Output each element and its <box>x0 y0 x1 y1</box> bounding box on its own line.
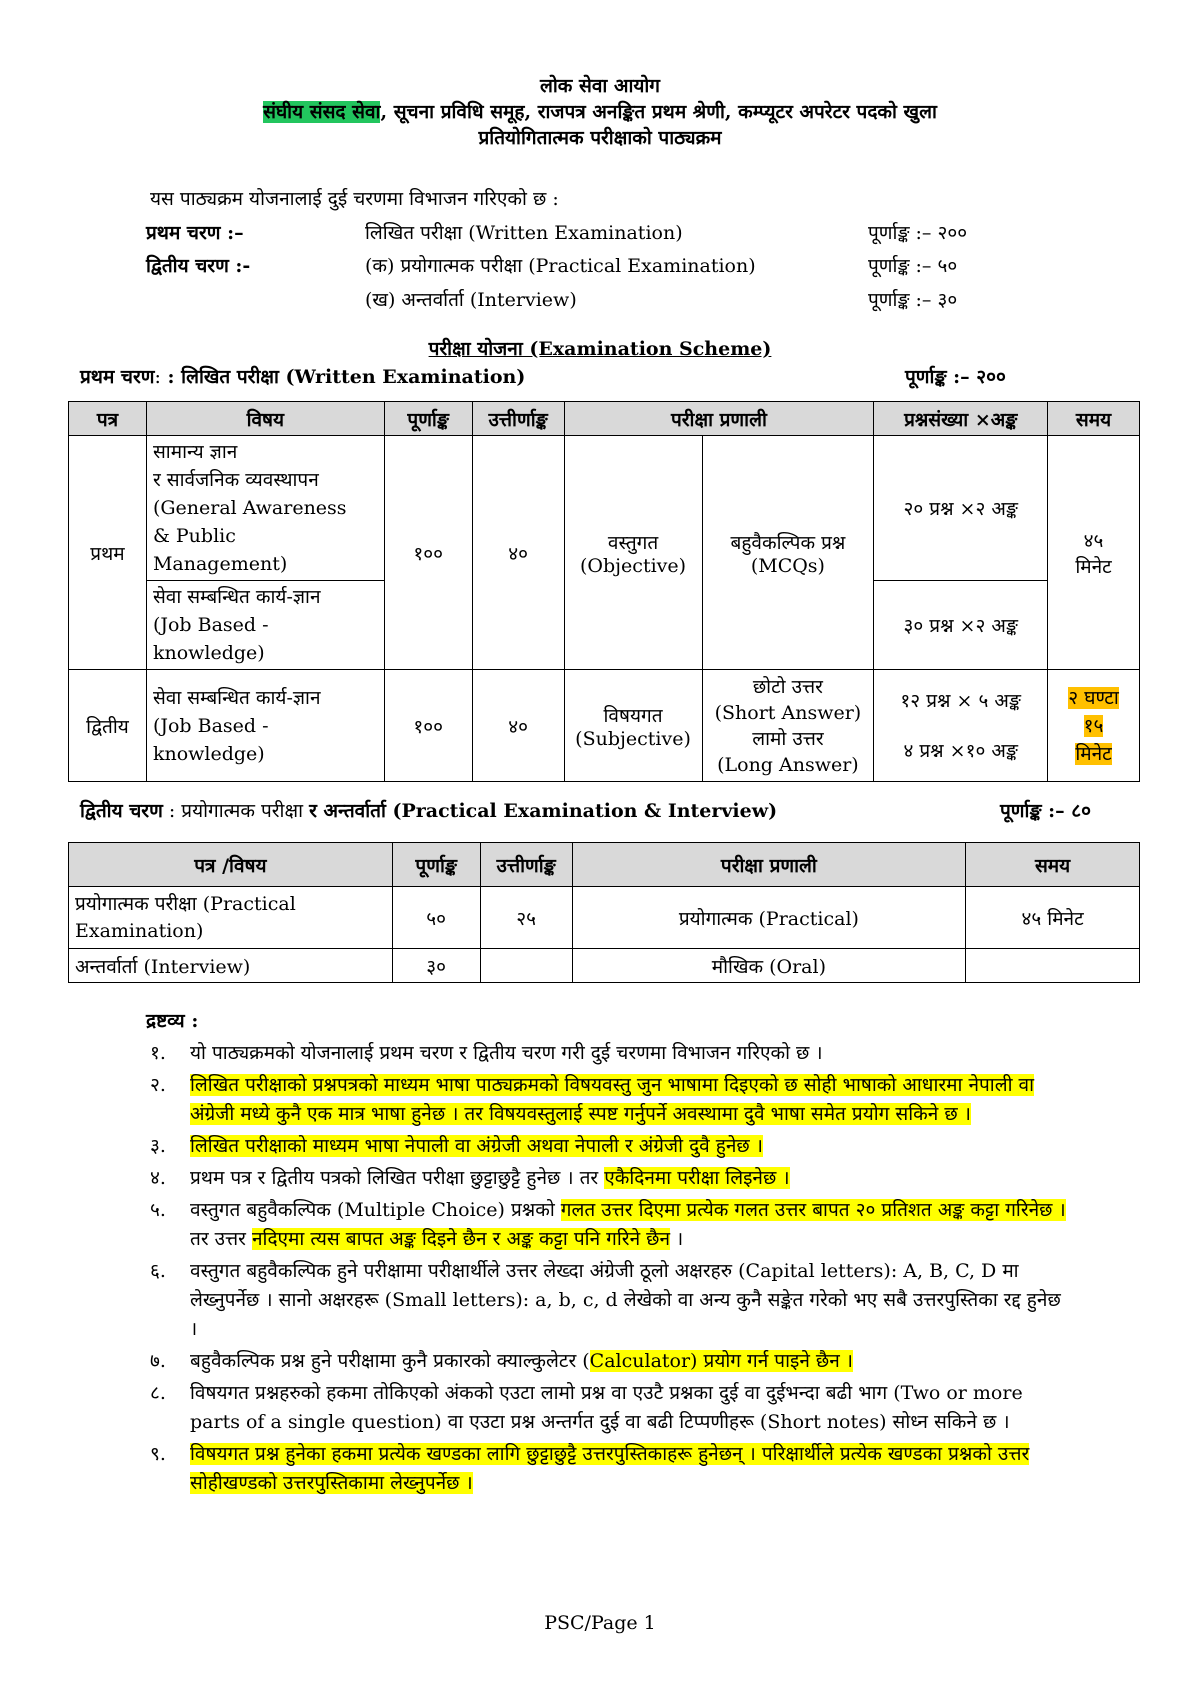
table-row <box>69 949 1140 983</box>
first-phase-heading: प्रथम चरण: : लिखित परीक्षा (Written Examination) <box>80 366 526 388</box>
paper-1-questions-a: २० प्रश्न ×२ अङ्क <box>874 436 1048 581</box>
note-item <box>150 1440 1070 1498</box>
note-item <box>150 1039 1070 1068</box>
note-highlight: गलत उत्तर दिएमा प्रत्येक गलत उत्तर बापत २० प्रतिशत अङ्क कट्टा गरिनेछ । <box>560 1199 1066 1221</box>
page-footer: PSC/Page 1 <box>544 1612 656 1634</box>
note-text <box>190 1132 1070 1161</box>
note-number: ६. <box>150 1260 166 1282</box>
scheme-title: परीक्षा योजना (Examination Scheme) <box>428 338 772 360</box>
paper-2-time <box>1048 670 1140 782</box>
header-line-2-rest: , सूचना प्रविधि समूह, राजपत्र अनङ्कित प्रथम श्रेणी, कम्प्यूटर अपरेटर पदको खुला <box>380 101 937 123</box>
paper-1-subject-b: सेवा सम्बन्धित कार्य-ज्ञान (Job Based - knowledge) <box>146 581 384 670</box>
note-text <box>190 1257 1070 1344</box>
note-plain: प्रथम पत्र र द्वितीय पत्रको लिखित परीक्षा छुट्टाछुट्टै हुनेछ । तर <box>190 1167 605 1189</box>
phase-1-label: प्रथम चरण :– <box>146 222 244 244</box>
t2-r1-subject: प्रयोगात्मक परीक्षा (Practical Examination) <box>69 887 393 949</box>
note-number: ५. <box>150 1199 166 1221</box>
note-plain: विषयगत प्रश्नहरुको हकमा तोकिएको अंकको एउटा लामो प्रश्न वा एउटै प्रश्नका दुई वा दुईभन्दा बढी भाग (Two or more parts of a single question) वा एउटा प्रश्न अन्तर्गत दुई वा बढी टिप्पणीहरू (Short notes) सोध्न सकिने छ । <box>190 1382 1023 1433</box>
t2-col-pass: उत्तीर्णाङ्क <box>480 843 572 887</box>
note-number: ९. <box>150 1443 166 1465</box>
paper-2-questions-b: ४ प्रश्न ×१० अङ्क <box>903 739 1018 762</box>
note-item <box>150 1132 1070 1161</box>
phase-3-desc: (ख) अन्तर्वार्ता (Interview) <box>365 289 577 311</box>
written-exam-table <box>68 401 1140 782</box>
note-highlight: Calculator) प्रयोग गर्न पाइने छैन । <box>589 1350 854 1372</box>
note-plain: वस्तुगत बहुवैकल्पिक (Multiple Choice) प्रश्नको <box>190 1199 561 1221</box>
col-paper: पत्र <box>69 402 147 436</box>
note-highlight: नदिएमा त्यस बापत अङ्क दिइने छैन र अङ्क कट्टा पनि गरिने छैन <box>252 1228 671 1250</box>
paper-1-pass: ४० <box>472 436 564 670</box>
paper-2-time-line-2: १५ <box>1083 714 1104 737</box>
paper-2-name: द्वितीय <box>69 670 147 782</box>
paper-1-name: प्रथम <box>69 436 147 670</box>
col-questions: प्रश्नसंख्या ×अङ्क <box>874 402 1048 436</box>
note-number: ८. <box>150 1382 166 1404</box>
note-item <box>150 1347 1070 1376</box>
note-plain: वस्तुगत बहुवैकल्पिक हुने परीक्षामा परीक्षार्थीले उत्तर लेख्दा अंग्रेजी ठूलो अक्षरहरु (Capital letters): A, B, C, D मा लेख्नुपर्नेछ । सानो अक्षरहरू (Small letters): a, b, c, d लेखेको वा अन्य कुनै सङ्केत गरेको भए सबै उत्तरपुस्तिका रद्द हुनेछ । <box>190 1260 1061 1340</box>
phase-1-marks: पूर्णाङ्क :– २०० <box>868 222 968 244</box>
paper-2-questions-a: १२ प्रश्न × ५ अङ्क <box>900 689 1021 712</box>
header-line-1: लोक सेवा आयोग <box>539 75 660 97</box>
t2-col-method: परीक्षा प्रणाली <box>572 843 966 887</box>
paper-2-subject: सेवा सम्बन्धित कार्य-ज्ञान (Job Based - knowledge) <box>146 670 384 782</box>
t2-r2-method: मौखिक (Oral) <box>572 949 966 983</box>
paper-1-method: वस्तुगत (Objective) <box>564 436 702 670</box>
note-text <box>190 1440 1070 1498</box>
note-text <box>190 1347 1070 1376</box>
note-number: १. <box>150 1042 166 1064</box>
first-phase-marks: पूर्णाङ्क :– २०० <box>905 366 1006 388</box>
note-highlight: लिखित परीक्षाको प्रश्नपत्रको माध्यम भाषा पाठ्यक्रमको विषयवस्तु जुन भाषामा दिइएको छ सोही भाषाको आधारमा नेपाली वा अंग्रेजी मध्ये कुनै एक मात्र भाषा हुनेछ । तर विषयवस्तुलाई स्पष्ट गर्नुपर्ने अवस्थामा दुवै भाषा समेत प्रयोग सकिने छ । <box>190 1074 1035 1125</box>
t2-r1-time: ४५ मिनेट <box>966 887 1140 949</box>
notes-title: द्रष्टव्य : <box>146 1010 199 1032</box>
practical-exam-table <box>68 842 1140 983</box>
header-highlight: संघीय संसद सेवा <box>263 101 381 123</box>
col-pass-marks: उत्तीर्णाङ्क <box>472 402 564 436</box>
paper-2-method: विषयगत (Subjective) <box>564 670 702 782</box>
t2-col-full: पूर्णाङ्क <box>392 843 480 887</box>
second-phase-heading <box>80 797 777 823</box>
phase-2-desc: (क) प्रयोगात्मक परीक्षा (Practical Examination) <box>365 255 756 277</box>
notes-section <box>146 1007 1070 1498</box>
note-number: ४. <box>150 1167 166 1189</box>
col-subject: विषय <box>146 402 384 436</box>
note-plain: बहुवैकल्पिक प्रश्न हुने परीक्षामा कुनै प्रकारको क्याल्कुलेटर ( <box>190 1350 590 1372</box>
phase-1-desc: लिखित परीक्षा (Written Examination) <box>365 222 683 244</box>
paper-2-pass: ४० <box>472 670 564 782</box>
note-number: २. <box>150 1074 166 1096</box>
note-plain: यो पाठ्यक्रमको योजनालाई प्रथम चरण र द्वितीय चरण गरी दुई चरणमा विभाजन गरिएको छ । <box>190 1042 823 1064</box>
note-item <box>150 1196 1070 1254</box>
note-highlight: लिखित परीक्षाको माध्यम भाषा नेपाली वा अंग्रेजी अथवा नेपाली र अंग्रेजी दुवै हुनेछ । <box>190 1135 763 1157</box>
second-phase-title-a: : प्रयोगात्मक परीक्षा <box>162 800 310 822</box>
note-number: ३. <box>150 1135 166 1157</box>
paper-1-full: १०० <box>384 436 472 670</box>
t2-col-subject: पत्र /विषय <box>69 843 393 887</box>
intro-text: यस पाठ्यक्रम योजनालाई दुई चरणमा विभाजन गरिएको छ : <box>150 188 559 210</box>
t2-r2-pass <box>480 949 572 983</box>
note-highlight: विषयगत प्रश्न हुनेका हकमा प्रत्येक खण्डका लागि छुट्टाछुट्टै उत्तरपुस्तिकाहरू हुनेछन् । परिक्षार्थीले प्रत्येक खण्डका प्रश्नको उत्तर सोहीखण्डको उत्तरपुस्तिकामा लेख्नुपर्नेछ । <box>190 1443 1030 1494</box>
paper-1-subject-a: सामान्य ज्ञान र सार्वजनिक व्यवस्थापन (General Awareness & Public Management) <box>146 436 384 581</box>
second-phase-marks: पूर्णाङ्क :– ८० <box>1000 800 1091 822</box>
col-time: समय <box>1048 402 1140 436</box>
note-text <box>190 1039 1070 1068</box>
paper-1-type: बहुवैकल्पिक प्रश्न (MCQs) <box>702 436 874 670</box>
table-row <box>69 887 1140 949</box>
header-line-2 <box>0 98 1200 124</box>
notes-list <box>150 1039 1070 1498</box>
note-text <box>190 1071 1070 1129</box>
paper-2-time-line-1: २ घण्टा <box>1068 686 1119 709</box>
note-plain: तर उत्तर <box>190 1228 252 1250</box>
t2-r1-full: ५० <box>392 887 480 949</box>
note-text <box>190 1164 1070 1193</box>
col-full-marks: पूर्णाङ्क <box>384 402 472 436</box>
first-phase-label: प्रथम चरण <box>80 366 155 388</box>
paper-2-questions <box>874 670 1048 782</box>
note-highlight: एकैदिनमा परीक्षा लिइनेछ । <box>604 1167 790 1189</box>
first-phase-title: : लिखित परीक्षा (Written Examination) <box>160 366 526 388</box>
t2-r2-full: ३० <box>392 949 480 983</box>
paper-2-type: छोटो उत्तर (Short Answer) लामो उत्तर (Long Answer) <box>702 670 874 782</box>
note-item <box>150 1164 1070 1193</box>
t2-col-time: समय <box>966 843 1140 887</box>
t2-r2-time <box>966 949 1140 983</box>
paper-1-time: ४५ मिनेट <box>1048 436 1140 670</box>
t2-r1-pass: २५ <box>480 887 572 949</box>
header-line-3: प्रतियोगितात्मक परीक्षाको पाठ्यक्रम <box>478 127 722 149</box>
paper-2-full: १०० <box>384 670 472 782</box>
note-item <box>150 1071 1070 1129</box>
col-exam-method: परीक्षा प्रणाली <box>564 402 874 436</box>
phase-3-marks: पूर्णाङ्क :– ३० <box>868 289 958 311</box>
note-item <box>150 1257 1070 1344</box>
paper-1-questions-b: ३० प्रश्न ×२ अङ्क <box>874 581 1048 670</box>
note-number: ७. <box>150 1350 166 1372</box>
paper-2-time-line-3: मिनेट <box>1075 742 1112 765</box>
second-phase-label: द्वितीय चरण <box>80 800 163 822</box>
second-phase-title-b: र अन्तर्वार्ता (Practical Examination & Interview) <box>309 800 778 822</box>
note-plain: । <box>670 1228 684 1250</box>
phase-2-marks: पूर्णाङ्क :– ५० <box>868 255 958 277</box>
note-text <box>190 1379 1070 1437</box>
t2-r1-method: प्रयोगात्मक (Practical) <box>572 887 966 949</box>
note-text <box>190 1196 1070 1254</box>
t2-r2-subject: अन्तर्वार्ता (Interview) <box>69 949 393 983</box>
note-item <box>150 1379 1070 1437</box>
phase-2-label: द्वितीय चरण :- <box>146 255 251 277</box>
